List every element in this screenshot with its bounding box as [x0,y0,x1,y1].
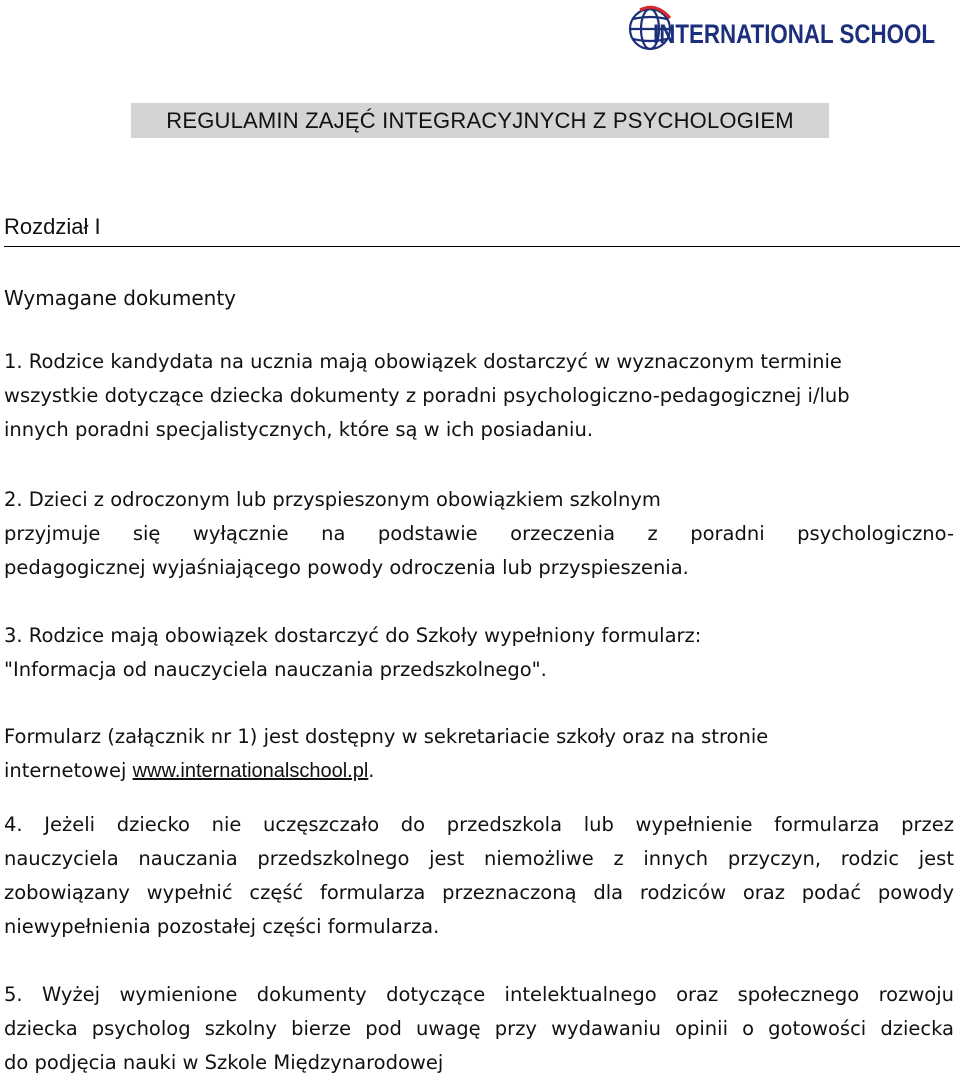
paragraph-line: 3. Rodzice mają obowiązek dostarczyć do Szkoły wypełniony formularz: [4,624,702,647]
paragraph-form-info [4,720,954,788]
paragraph-line: dziecka psycholog szkolny bierze pod uwagę przy wydawaniu opinii o gotowości dziecka [4,1017,954,1040]
chapter-label: Rozdział I [4,212,960,247]
paragraph-line: "Informacja od nauczyciela nauczania przedszkolnego". [4,658,547,681]
school-logo [626,4,938,56]
paragraph-3 [4,619,954,687]
paragraph-line: nauczyciela nauczania przedszkolnego jest niemożliwe z innych przyczyn, rodzic jest [4,847,954,870]
paragraph-1 [4,345,954,447]
paragraph-line: wszystkie dotyczące dziecka dokumenty z poradni psychologiczno-pedagogicznej i/lub [4,384,850,407]
globe-logo-icon [626,4,938,56]
paragraph-line: 2. Dzieci z odroczonym lub przyspieszonym obowiązkiem szkolnym [4,488,661,511]
document-title: REGULAMIN ZAJĘĆ INTEGRACYJNYCH Z PSYCHOLOGIEM [131,103,829,138]
paragraph-line: 4. Jeżeli dziecko nie uczęszczało do przedszkola lub wypełnienie formularza przez [4,813,954,836]
section-heading: Wymagane dokumenty [4,286,237,310]
paragraph-line: 5. Wyżej wymienione dokumenty dotyczące intelektualnego oraz społecznego rozwoju [4,983,954,1006]
paragraph-line: przyjmuje się wyłącznie na podstawie orzeczenia z poradni psychologiczno- [4,522,954,545]
paragraph-line: pedagogicznej wyjaśniającego powody odroczenia lub przyspieszenia. [4,556,689,579]
paragraph-line: niewypełnienia pozostałej części formularza. [4,915,440,938]
website-link[interactable]: www.internationalschool.pl [132,760,369,782]
paragraph-line: innych poradni specjalistycznych, które są w ich posiadaniu. [4,418,594,441]
paragraph-4 [4,808,954,944]
paragraph-line [4,754,954,788]
paragraph-line: do podjęcia nauki w Szkole Międzynarodowej [4,1051,444,1074]
paragraph-5 [4,978,954,1080]
logo-text: INTERNATIONAL SCHOOL [653,19,935,49]
paragraph-line: zobowiązany wypełnić część formularza przeznaczoną dla rodziców oraz podać powody [4,881,954,904]
paragraph-line: 1. Rodzice kandydata na ucznia mają obowiązek dostarczyć w wyznaczonym terminie [4,350,842,373]
link-suffix: . [368,759,375,782]
paragraph-line: Formularz (załącznik nr 1) jest dostępny w sekretariacie szkoły oraz na stronie [4,725,769,748]
link-prefix: internetowej [4,759,133,782]
paragraph-2 [4,483,954,585]
